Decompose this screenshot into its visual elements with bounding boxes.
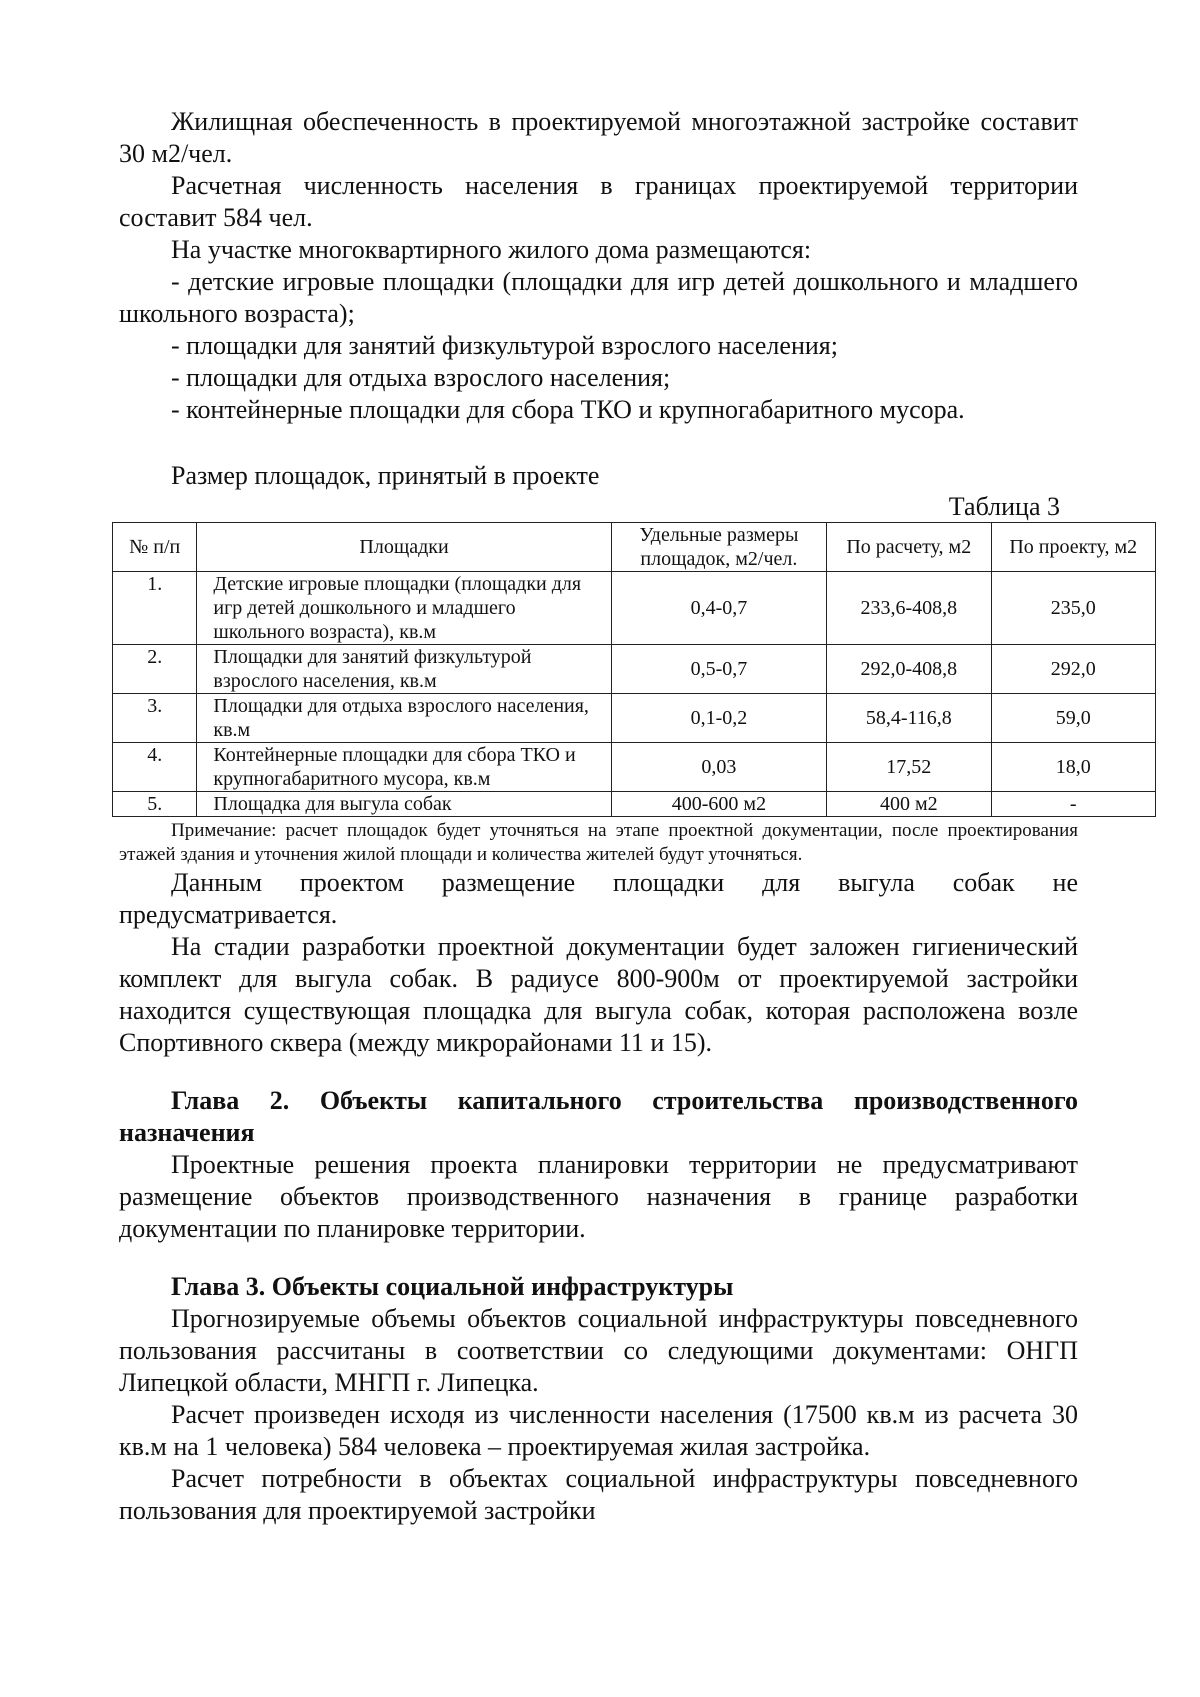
header-site: Площадки xyxy=(197,523,611,572)
cell-designed: - xyxy=(991,792,1155,817)
table-row xyxy=(113,572,1156,645)
list-item: - площадки для отдыха взрослого населения; xyxy=(171,363,671,392)
chapter-3-paragraph: Расчет произведен исходя из численности населения (17500 кв.м из расчета 30 кв.м на 1 человека) 584 человека – проектируемая жилая застройка. xyxy=(119,1400,1078,1461)
cell-site: Площадка для выгула собак xyxy=(197,792,611,817)
paragraph-dog-area: Данным проектом размещение площадки для выгула собак не предусматривается. xyxy=(119,868,1078,929)
cell-specific-size: 0,5-0,7 xyxy=(611,645,826,694)
cell-specific-size: 0,1-0,2 xyxy=(611,694,826,743)
header-calculated: По расчету, м2 xyxy=(827,523,991,572)
list-item: - площадки для занятий физкультурой взрослого населения; xyxy=(171,331,838,360)
table-row xyxy=(113,792,1156,817)
table-row xyxy=(113,645,1156,694)
paragraph-hygiene-kit: На стадии разработки проектной документации будет заложен гигиенический комплект для выгула собак. В радиусе 800-900м от проектируемой застройки находится существующая площадка для выгула собак, которая расположена возле Спортивного сквера (между микрорайонами 11 и 15). xyxy=(119,932,1078,1057)
cell-number: 3. xyxy=(113,694,197,743)
cell-specific-size: 0,03 xyxy=(611,743,826,792)
cell-calculated: 292,0-408,8 xyxy=(827,645,991,694)
table-header-row xyxy=(113,523,1156,572)
cell-designed: 18,0 xyxy=(991,743,1155,792)
cell-site: Площадки для занятий физкультурой взрослого населения, кв.м xyxy=(197,645,611,694)
list-item: - детские игровые площадки (площадки для игр детей дошкольного и младшего школьного возраста); xyxy=(119,267,1078,328)
table-wrapper xyxy=(113,522,1157,817)
cell-number: 2. xyxy=(113,645,197,694)
cell-designed: 59,0 xyxy=(991,694,1155,743)
cell-designed: 235,0 xyxy=(991,572,1155,645)
table-number: Таблица 3 xyxy=(948,492,1060,521)
table-caption: Размер площадок, принятый в проекте xyxy=(171,461,600,490)
cell-specific-size: 400-600 м2 xyxy=(611,792,826,817)
cell-number: 1. xyxy=(113,572,197,645)
chapter-3-heading: Глава 3. Объекты социальной инфраструктуры xyxy=(171,1272,734,1301)
chapter-2-text: Проектные решения проекта планировки территории не предусматривают размещение объектов производственного назначения в границе разработки документации по планировке территории. xyxy=(119,1150,1078,1243)
header-specific-size: Удельные размеры площадок, м2/чел. xyxy=(611,523,826,572)
table-row xyxy=(113,694,1156,743)
spacer xyxy=(119,1059,1078,1085)
cell-calculated: 58,4-116,8 xyxy=(827,694,991,743)
cell-calculated: 400 м2 xyxy=(827,792,991,817)
chapter-3-paragraph: Прогнозируемые объемы объектов социальной инфраструктуры повседневного пользования рассчитаны в соответствии со следующими документами: ОНГП Липецкой области, МНГП г. Липецка. xyxy=(119,1304,1078,1397)
playgrounds-table xyxy=(112,522,1156,817)
spacer xyxy=(119,1245,1078,1271)
cell-specific-size: 0,4-0,7 xyxy=(611,572,826,645)
cell-calculated: 17,52 xyxy=(827,743,991,792)
cell-number: 4. xyxy=(113,743,197,792)
header-number: № п/п xyxy=(113,523,197,572)
paragraph-population: Расчетная численность населения в границах проектируемой территории составит 584 чел. xyxy=(119,171,1078,232)
cell-designed: 292,0 xyxy=(991,645,1155,694)
paragraph-housing-provision: Жилищная обеспеченность в проектируемой многоэтажной застройке составит 30 м2/чел. xyxy=(119,107,1078,168)
cell-calculated: 233,6-408,8 xyxy=(827,572,991,645)
table-row xyxy=(113,743,1156,792)
cell-site: Площадки для отдыха взрослого населения, кв.м xyxy=(197,694,611,743)
cell-number: 5. xyxy=(113,792,197,817)
paragraph-site-intro: На участке многоквартирного жилого дома размещаются: xyxy=(171,235,812,264)
cell-site: Контейнерные площадки для сбора ТКО и крупногабаритного мусора, кв.м xyxy=(197,743,611,792)
document-page xyxy=(119,106,1138,1527)
spacer xyxy=(119,426,1078,452)
table-note: Примечание: расчет площадок будет уточняться на этапе проектной документации, после проектирования этажей здания и уточнения жилой площади и количества жителей будут уточняться. xyxy=(119,820,1078,865)
chapter-3-paragraph: Расчет потребности в объектах социальной инфраструктуры повседневного пользования для проектируемой застройки xyxy=(119,1464,1078,1525)
list-item: - контейнерные площадки для сбора ТКО и крупногабаритного мусора. xyxy=(171,395,965,424)
cell-site: Детские игровые площадки (площадки для игр детей дошкольного и младшего школьного возраста), кв.м xyxy=(197,572,611,645)
header-designed: По проекту, м2 xyxy=(991,523,1155,572)
chapter-2-heading: Глава 2. Объекты капитального строительства производственного назначения xyxy=(119,1086,1078,1147)
